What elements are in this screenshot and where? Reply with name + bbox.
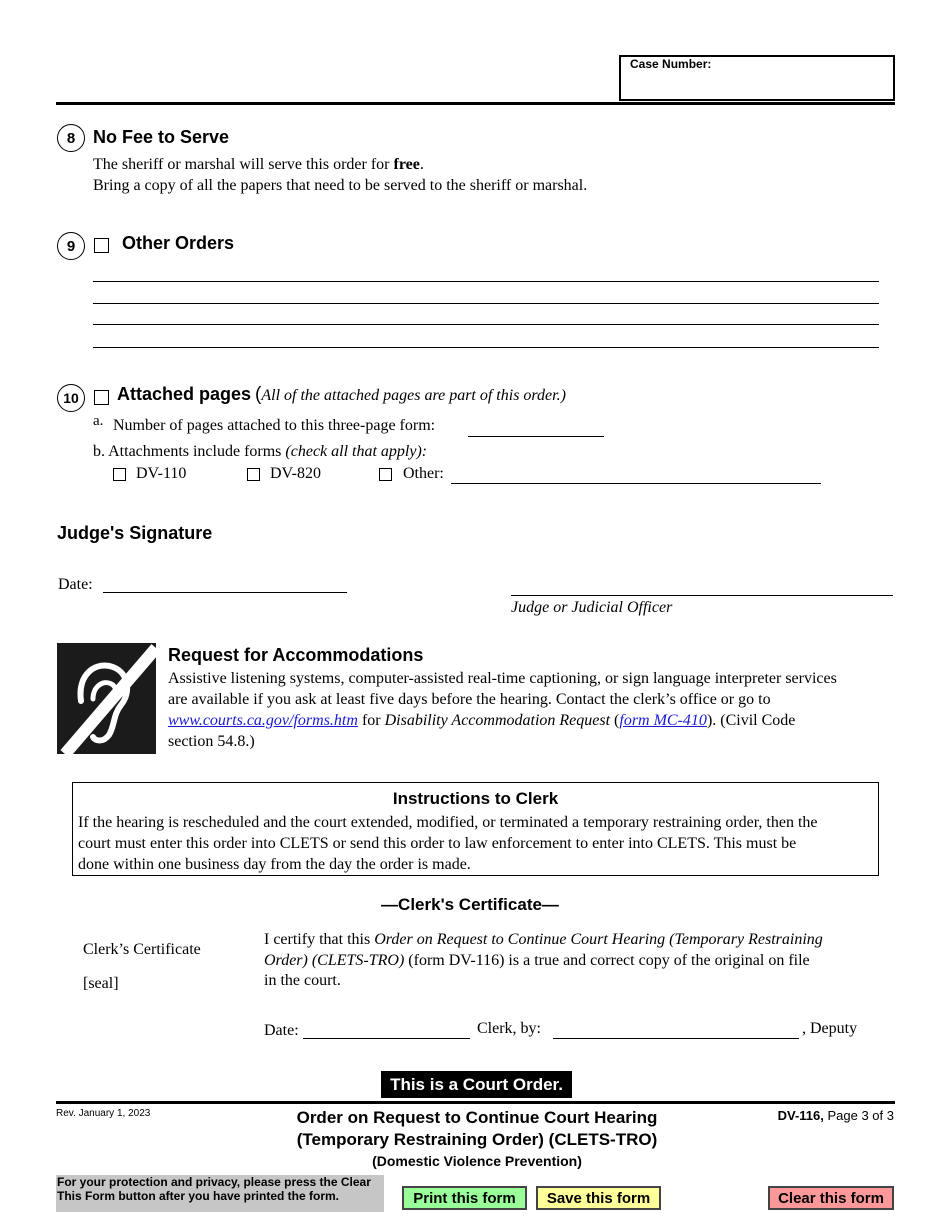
accommodations-line3: www.courts.ca.gov/forms.htm for Disability Accommodation Request (form MC-410). (Civil Code [168, 712, 796, 729]
section-8-title: No Fee to Serve [93, 127, 230, 147]
accommodations-line4: section 54.8.) [168, 733, 255, 750]
clerk-instructions-line2: court must enter this order into CLETS or send this order to law enforcement to enter into CLETS. This must be [78, 835, 797, 852]
item-a-label: a. [93, 413, 104, 429]
certificate-line2: Order) (CLETS-TRO) (form DV-116) is a true and correct copy of the original on file [264, 952, 810, 969]
accommodations-line1: Assistive listening systems, computer-assisted real-time captioning, or sign language interpreter services [168, 670, 837, 687]
section-9-title: Other Orders [122, 233, 235, 253]
privacy-notice: For your protection and privacy, please press the Clear This Form button after you have printed the form. [56, 1175, 384, 1212]
accommodations-line2: are available if you ask at least five days before the hearing. Contact the clerk’s office or go to [168, 691, 771, 708]
clerk-by-label: Clerk, by: [477, 1020, 541, 1037]
other-form-label: Other: [403, 465, 444, 482]
other-form-checkbox[interactable] [379, 468, 392, 481]
section-8-line1: The sheriff or marshal will serve this order for free. [93, 156, 424, 173]
header-rule [56, 102, 895, 105]
dv110-label: DV-110 [136, 465, 187, 482]
certificate-date-label: Date: [264, 1022, 299, 1039]
dv820-checkbox[interactable] [247, 468, 260, 481]
certificate-date-field[interactable] [303, 1038, 470, 1039]
clerk-instructions-title: Instructions to Clerk [392, 789, 559, 808]
seal-label: [seal] [83, 975, 119, 992]
signature-date-field[interactable] [103, 592, 347, 593]
other-orders-checkbox[interactable] [94, 238, 109, 253]
other-orders-line-4[interactable] [93, 347, 879, 348]
certificate-line1: I certify that this Order on Request to Continue Court Hearing (Temporary Restraining [264, 931, 823, 948]
item-number-9: 9 [57, 232, 85, 260]
footer-rule [56, 1101, 895, 1104]
save-form-button[interactable]: Save this form [536, 1186, 661, 1210]
revision-date: Rev. January 1, 2023 [56, 1108, 151, 1119]
section-10-title-row: Attached pages (All of the attached pages are part of this order.) [117, 384, 566, 405]
case-number-box[interactable] [619, 55, 895, 101]
attached-pages-checkbox[interactable] [94, 390, 109, 405]
clerk-instructions-box [72, 782, 879, 876]
item-number-10: 10 [57, 384, 85, 412]
section-8-line2: Bring a copy of all the papers that need to be served to the sheriff or marshal. [93, 177, 588, 194]
case-number-label: Case Number: [630, 57, 712, 71]
court-order-banner: This is a Court Order. [381, 1071, 572, 1098]
page-number: DV-116, Page 3 of 3 [777, 1108, 894, 1123]
footer-title-line1: Order on Request to Continue Court Hearing [296, 1108, 658, 1127]
item-number-8: 8 [57, 124, 85, 152]
footer-title-line2: (Temporary Restraining Order) (CLETS-TRO) [296, 1130, 658, 1149]
footer-title-line3: (Domestic Violence Prevention) [372, 1153, 582, 1169]
item-a-text: Number of pages attached to this three-page form: [113, 417, 436, 434]
dv820-label: DV-820 [270, 465, 321, 482]
clerk-by-field[interactable] [553, 1038, 799, 1039]
print-form-button[interactable]: Print this form [402, 1186, 527, 1210]
form-mc410-link[interactable]: form MC-410 [619, 712, 707, 729]
clerk-certificate-heading: —Clerk's Certificate— [381, 895, 559, 914]
clear-form-button[interactable]: Clear this form [768, 1186, 894, 1210]
judge-signature-heading: Judge's Signature [57, 523, 213, 543]
clerk-instructions-line3: done within one business day from the day the order is made. [78, 856, 471, 873]
judge-label: Judge or Judicial Officer [511, 599, 673, 616]
clerk-instructions-line1: If the hearing is rescheduled and the court extended, modified, or terminated a temporary restraining order, then the [78, 814, 818, 831]
signature-date-label: Date: [58, 576, 93, 593]
accommodations-title: Request for Accommodations [168, 645, 424, 665]
hearing-assistance-icon [57, 643, 156, 754]
other-orders-line-2[interactable] [93, 303, 879, 304]
judge-signature-line[interactable] [511, 595, 893, 596]
certificate-line3: in the court. [264, 972, 341, 989]
courts-forms-link[interactable]: www.courts.ca.gov/forms.htm [168, 712, 358, 729]
clerk-certificate-label: Clerk’s Certificate [83, 941, 201, 958]
section-10-subtitle: All of the attached pages are part of this order.) [261, 387, 566, 404]
dv110-checkbox[interactable] [113, 468, 126, 481]
deputy-label: , Deputy [802, 1020, 858, 1037]
item-b-text: b. Attachments include forms (check all that apply): [93, 443, 428, 460]
section-10-title: Attached pages [117, 384, 252, 404]
other-form-field[interactable] [451, 483, 821, 484]
pages-attached-field[interactable] [468, 436, 604, 437]
other-orders-line-1[interactable] [93, 281, 879, 282]
other-orders-line-3[interactable] [93, 324, 879, 325]
